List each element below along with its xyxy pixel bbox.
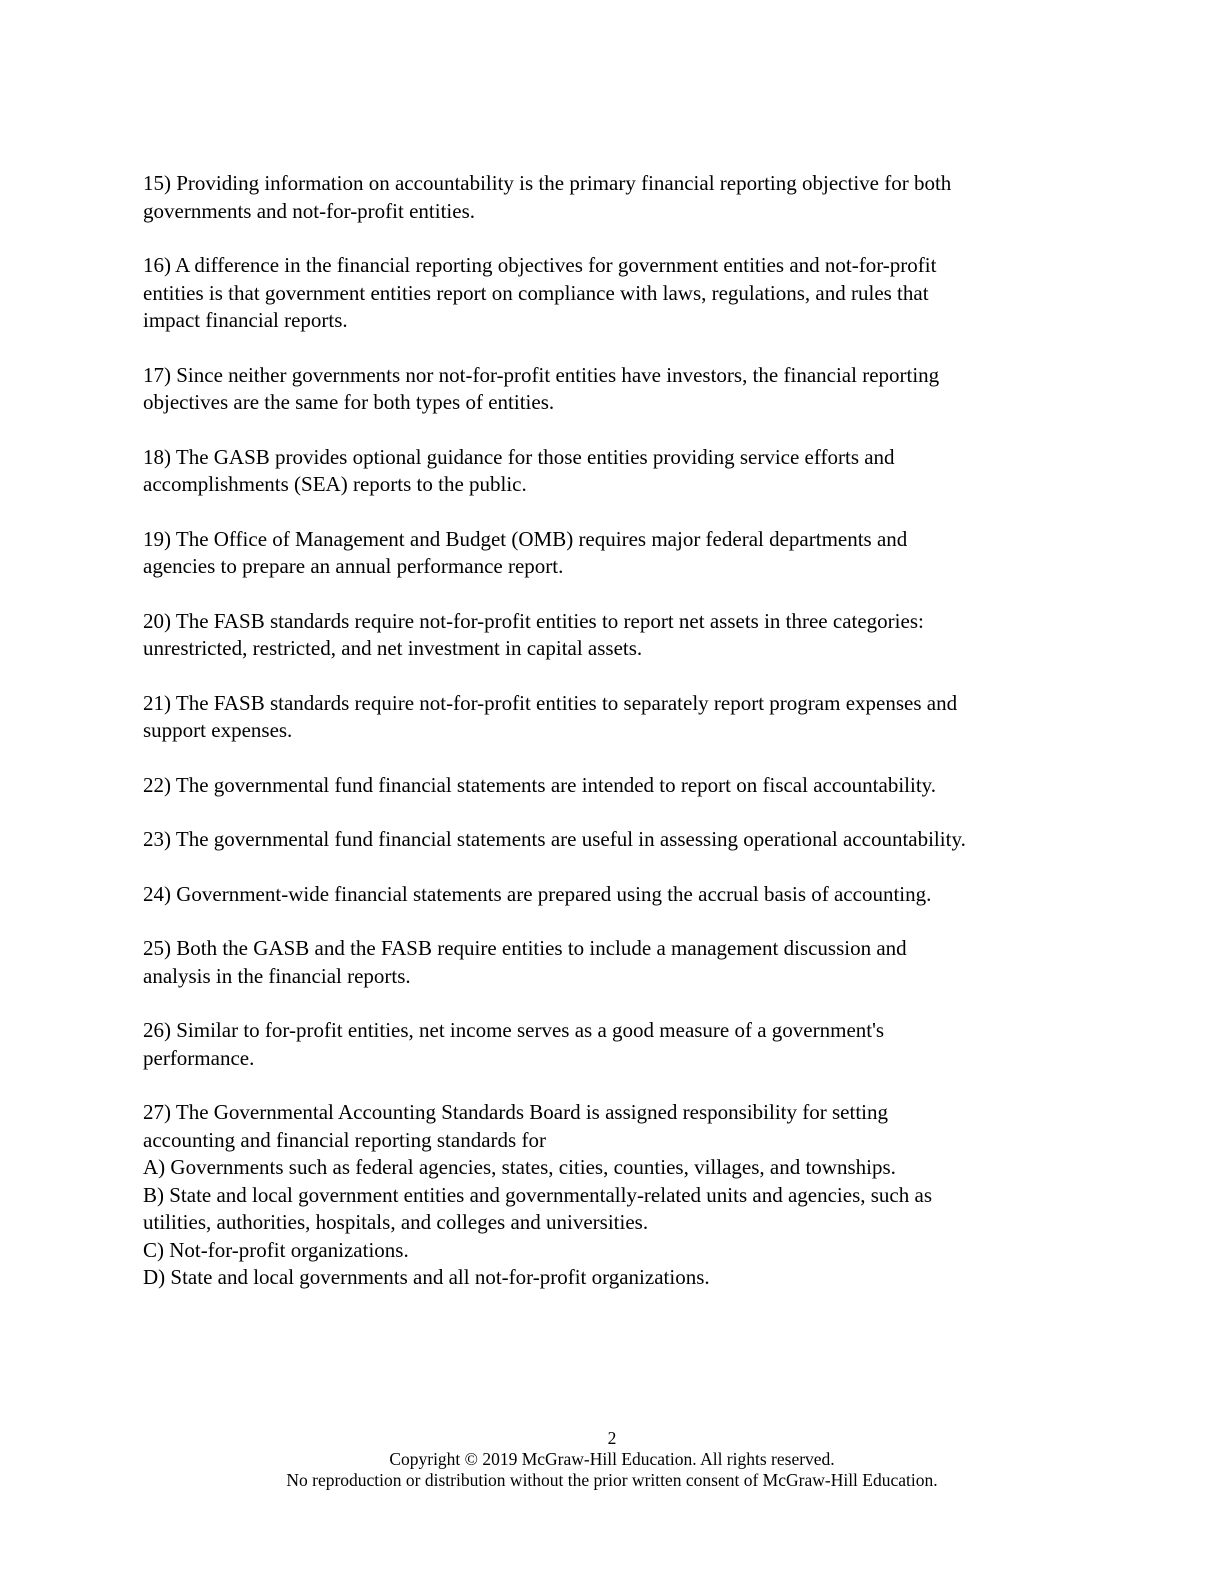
question-line: 24) Government-wide financial statements are prepared using the accrual basis of accounting. [143,881,932,906]
question-16 [143,252,1083,335]
question-24 [143,881,1083,909]
question-line: analysis in the financial reports. [143,963,411,988]
option-b: B) State and local government entities and governmentally-related units and agencies, such as [143,1182,932,1207]
question-line: 16) A difference in the financial reporting objectives for government entities and not-for-profit [143,253,937,277]
question-27 [143,1099,1083,1292]
question-line: entities is that government entities report on compliance with laws, regulations, and rules that [143,280,929,305]
question-line: 20) The FASB standards require not-for-profit entities to report net assets in three categories: [143,608,924,633]
option-a: A) Governments such as federal agencies, states, cities, counties, villages, and townships. [143,1155,896,1179]
question-line: accomplishments (SEA) reports to the public. [143,472,527,496]
reproduction-notice: No reproduction or distribution without the prior written consent of McGraw-Hill Education. [286,1470,938,1490]
option-b-continued: utilities, authorities, hospitals, and colleges and universities. [143,1210,649,1234]
question-26 [143,1017,1083,1072]
question-line: governments and not-for-profit entities. [143,198,475,223]
question-23 [143,826,1083,854]
question-line: 15) Providing information on accountability is the primary financial reporting objective for both [143,171,952,195]
question-18 [143,444,1083,499]
question-line: 23) The governmental fund financial statements are useful in assessing operational accountability. [143,827,966,851]
question-line: support expenses. [143,718,293,742]
question-line: 18) The GASB provides optional guidance for those entities providing service efforts and [143,444,895,469]
question-line: 26) Similar to for-profit entities, net income serves as a good measure of a government's [143,1018,885,1042]
question-21 [143,690,1083,745]
question-22 [143,772,1083,800]
option-c: C) Not-for-profit organizations. [143,1237,409,1262]
question-15 [143,170,1083,225]
question-line: 17) Since neither governments nor not-for-profit entities have investors, the financial reporting [143,362,940,387]
question-line: 25) Both the GASB and the FASB require entities to include a management discussion and [143,936,907,960]
question-line: 19) The Office of Management and Budget (OMB) requires major federal departments and [143,526,908,551]
question-19 [143,526,1083,581]
question-line: agencies to prepare an annual performance report. [143,554,564,578]
question-line: 21) The FASB standards require not-for-profit entities to separately report program expenses and [143,690,958,715]
page-number: 2 [607,1428,617,1448]
question-stem-line: 27) The Governmental Accounting Standards Board is assigned responsibility for setting [143,1100,888,1124]
question-20 [143,608,1083,663]
document-body [143,170,1083,1292]
page-footer [0,1428,1224,1491]
question-line: performance. [143,1045,255,1070]
question-17 [143,362,1083,417]
option-d: D) State and local governments and all not-for-profit organizations. [143,1265,710,1289]
question-25 [143,935,1083,990]
copyright-notice: Copyright © 2019 McGraw-Hill Education. All rights reserved. [389,1449,835,1469]
question-line: 22) The governmental fund financial statements are intended to report on fiscal accountability. [143,772,937,797]
question-line: objectives are the same for both types of entities. [143,390,555,414]
question-stem-line: accounting and financial reporting standards for [143,1127,546,1152]
question-line: unrestricted, restricted, and net investment in capital assets. [143,636,643,660]
question-line: impact financial reports. [143,308,348,332]
